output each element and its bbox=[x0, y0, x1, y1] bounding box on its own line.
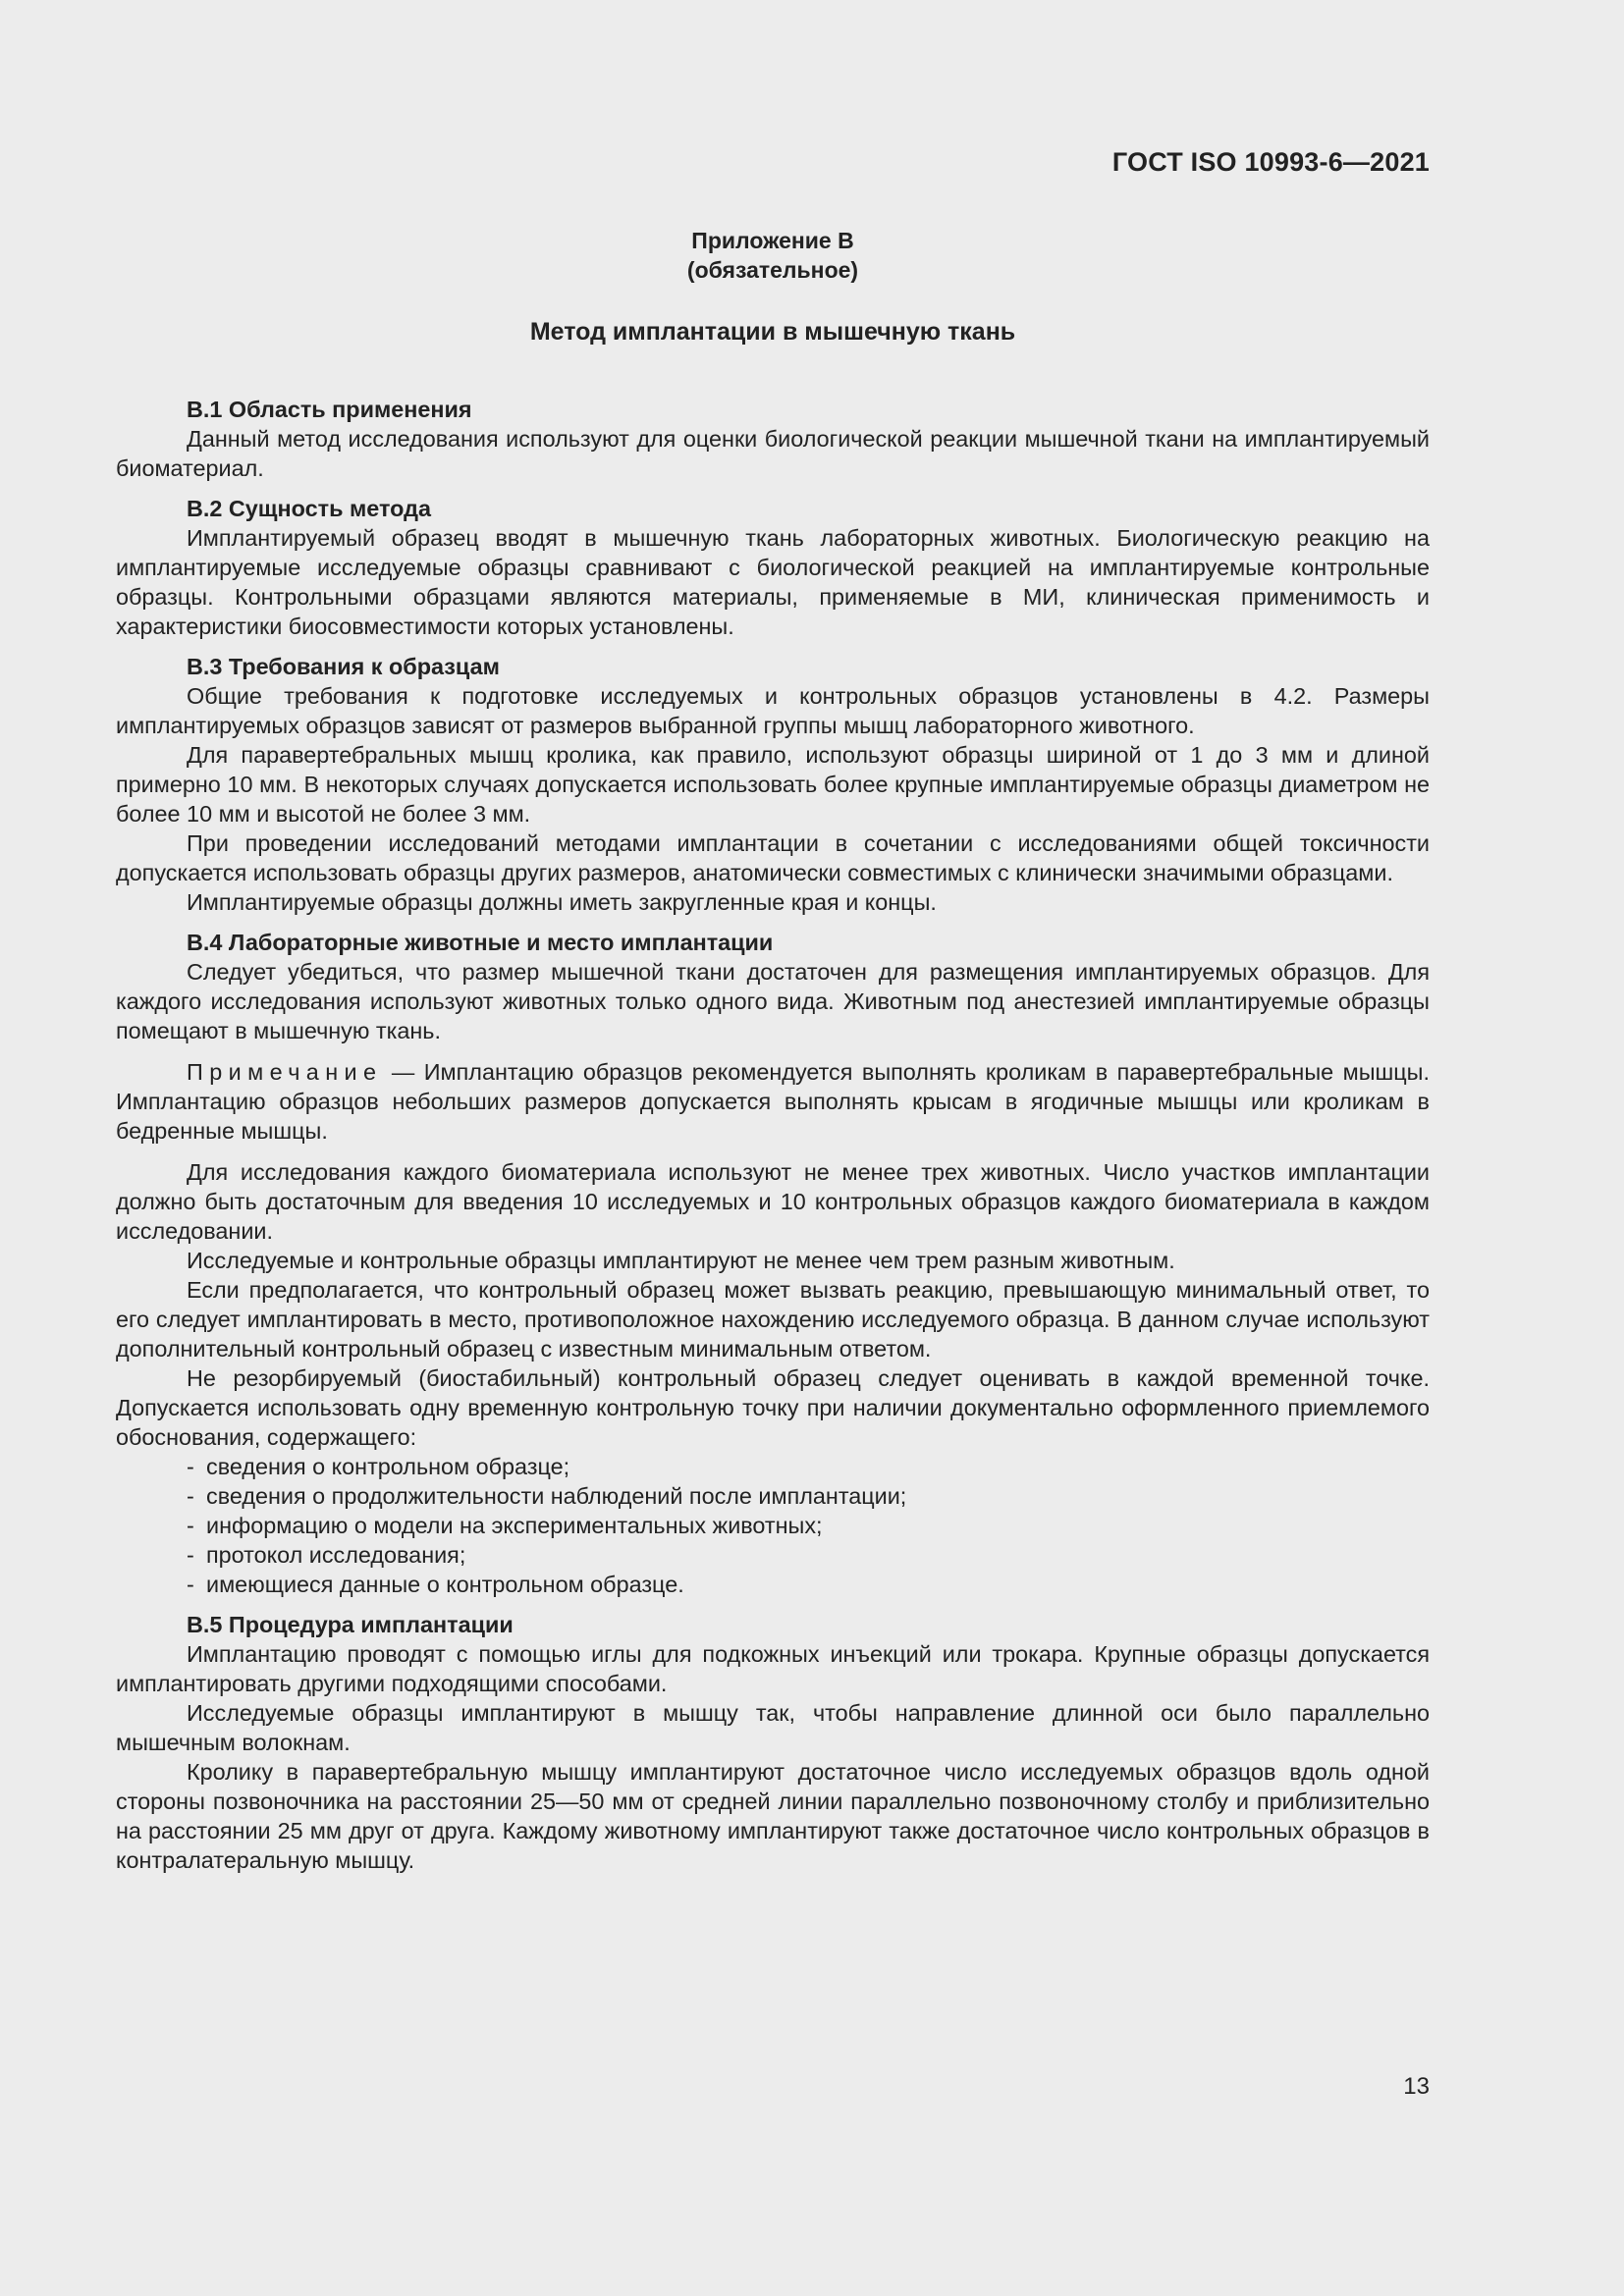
section-heading-b5: В.5 Процедура имплантации bbox=[187, 1612, 514, 1637]
justification-list bbox=[116, 1452, 1430, 1599]
list-item: - сведения о контрольном образце; bbox=[116, 1452, 1430, 1481]
annex-status: (обязательное) bbox=[686, 257, 859, 283]
list-item: - информацию о модели на экспериментальных животных; bbox=[116, 1511, 1430, 1540]
section-heading-b3: В.3 Требования к образцам bbox=[187, 654, 500, 679]
section-heading-b1: В.1 Область применения bbox=[187, 397, 472, 422]
paragraph: Исследуемые образцы имплантируют в мышцу так, чтобы направление длинной оси было параллельно мышечным волокнам. bbox=[116, 1700, 1430, 1755]
paragraph: Для паравертебральных мышц кролика, как правило, используют образцы шириной от 1 до 3 мм и длиной примерно 10 мм. В некоторых случаях допускается использовать более крупные имплантируемые образцы диаметром не более 10 мм и высотой не более 3 мм. bbox=[116, 742, 1430, 827]
paragraph: Следует убедиться, что размер мышечной ткани достаточен для размещения имплантируемых образцов. Для каждого исследования используют животных только одного вида. Животным под анестезией имплантируемые образцы помещают в мышечную ткань. bbox=[116, 959, 1430, 1043]
list-item: - сведения о продолжительности наблюдений после имплантации; bbox=[116, 1481, 1430, 1511]
paragraph: Исследуемые и контрольные образцы имплантируют не менее чем трем разным животным. bbox=[187, 1248, 1175, 1273]
paragraph: При проведении исследований методами имплантации в сочетании с исследованиями общей токсичности допускается использовать образцы других размеров, анатомически совместимых с клинически значимыми образцами. bbox=[116, 830, 1430, 885]
annex-title: Метод имплантации в мышечную ткань bbox=[529, 318, 1016, 346]
note bbox=[116, 1057, 1430, 1146]
section-heading-b4: В.4 Лабораторные животные и место имплантации bbox=[187, 930, 774, 955]
list-item: - имеющиеся данные о контрольном образце. bbox=[116, 1570, 1430, 1599]
paragraph: Имплантируемый образец вводят в мышечную ткань лабораторных животных. Биологическую реакцию на имплантируемые исследуемые образцы сравнивают с биологической реакцией на имплантируемые контрольные образцы. Контрольными образцами являются материалы, применяемые в МИ, клиническая применимость и характеристики биосовместимости которых установлены. bbox=[116, 525, 1430, 639]
list-item: - протокол исследования; bbox=[116, 1540, 1430, 1570]
document-code: ГОСТ ISO 10993-6—2021 bbox=[1111, 147, 1430, 177]
section-heading-b2: В.2 Сущность метода bbox=[187, 496, 431, 521]
annex-header bbox=[116, 226, 1430, 285]
paragraph: Имплантируемые образцы должны иметь закругленные края и концы. bbox=[187, 889, 937, 915]
paragraph: Если предполагается, что контрольный образец может вызвать реакцию, превышающую минимальный ответ, то его следует имплантировать в место, противоположное нахождению исследуемого образца. В данном случае используют дополнительный контрольный образец с известным минимальным ответом. bbox=[116, 1277, 1430, 1362]
paragraph: Не резорбируемый (биостабильный) контрольный образец следует оценивать в каждой временной точке. Допускается использовать одну временную контрольную точку при наличии документально оформленного приемлемого обоснования, содержащего: bbox=[116, 1365, 1430, 1450]
paragraph: Кролику в паравертебральную мышцу имплантируют достаточное число исследуемых образцов вдоль одной стороны позвоночника на расстоянии 25—50 мм от средней линии параллельно позвоночному столбу и приблизительно на расстоянии 25 мм друг от друга. Каждому животному имплантируют также достаточное число контрольных образцов в контралатеральную мышцу. bbox=[116, 1759, 1430, 1873]
annex-label: Приложение В bbox=[691, 228, 854, 253]
paragraph: Для исследования каждого биоматериала используют не менее трех животных. Число участков имплантации должно быть достаточным для введения 10 исследуемых и 10 контрольных образцов каждого биоматериала в каждом исследовании. bbox=[116, 1159, 1430, 1244]
paragraph: Общие требования к подготовке исследуемых и контрольных образцов установлены в 4.2. Размеры имплантируемых образцов зависят от размеров выбранной группы мышц лабораторного животного. bbox=[116, 683, 1430, 738]
paragraph: Имплантацию проводят с помощью иглы для подкожных инъекций или трокара. Крупные образцы допускается имплантировать другими подходящими способами. bbox=[116, 1641, 1430, 1696]
page-number: 13 bbox=[1403, 2073, 1430, 2100]
note-text: — Имплантацию образцов рекомендуется выполнять кроликам в паравертебральные мышцы. Имплантацию образцов небольших размеров допускается выполнять крысам в ягодичные мышцы или кроликам в бедренные мышцы. bbox=[116, 1059, 1430, 1144]
paragraph: Данный метод исследования используют для оценки биологической реакции мышечной ткани на имплантируемый биоматериал. bbox=[116, 426, 1430, 481]
note-label: Примечание bbox=[187, 1059, 383, 1085]
document-body bbox=[116, 395, 1430, 1875]
